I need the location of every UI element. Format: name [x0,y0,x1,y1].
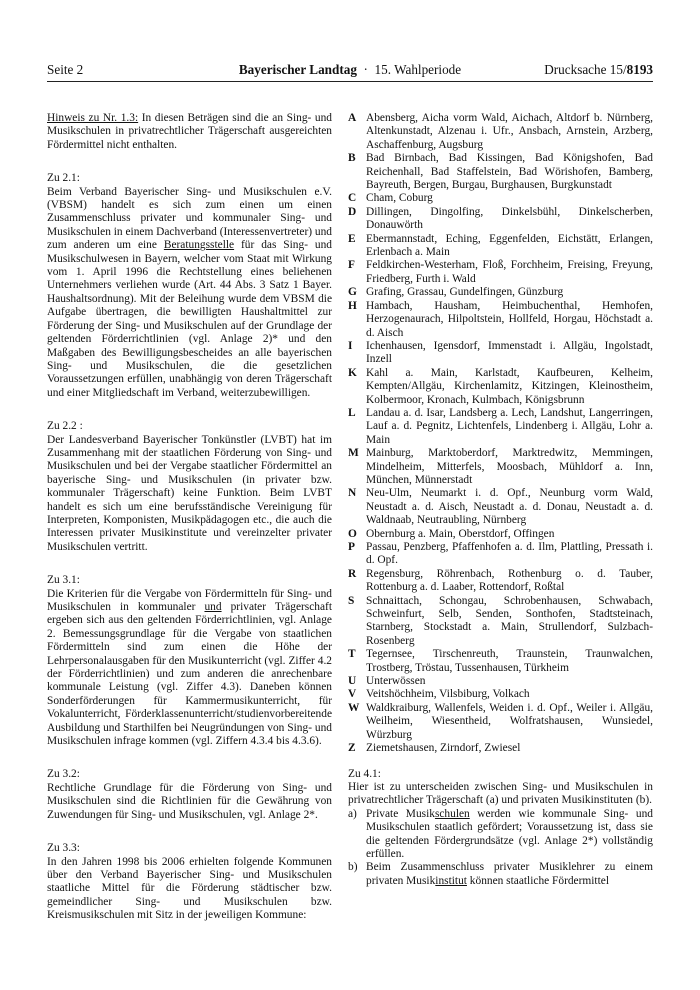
municipality-row [348,152,653,192]
municipality-row [348,568,653,595]
municipality-names: Schnaittach, Schongau, Schrobenhausen, Schwabach, Schweinfurt, Selb, Senden, Sonthofen, Stadtsteinach, Starnberg, Stockstadt a. Main, Strullendorf, Sulzbach-Rosenberg [366,594,653,647]
municipality-row [348,447,653,487]
page-header [47,62,653,80]
municipality-list [348,112,653,756]
municipality-row [348,541,653,568]
section-heading: Zu 3.3: [47,842,80,855]
index-letter: B [348,152,356,165]
institution-name: Bayerischer Landtag [238,62,357,77]
municipality-row [348,407,653,447]
list-marker: b) [348,861,358,874]
municipality-row [348,648,653,675]
section-text: für das Sing- und Musikschulwesen in Bayern, welcher vom Staat mit Wirkung vom 1. April 1996 die Rechtstellung eines beliehenen Unternehmers verliehen wurde (Art. 44 Abs. 3 Satz 1 Bayer. Haushaltsordnung). Mit der Beleihung wurde dem VBSM die Aufgabe übertragen, die bewilligten Haushaltmittel zur Förderung der Sing- und Musikschulen auf der Grundlage der geltenden Förderrichtlinien (vgl. Anlage 2)* und den Maßgaben des Bewilligungsbescheides an alle bayerischen Sing- und Musikschulen, die die gesetzlichen Voraussetzungen erfüllen, unabhängig von deren Trägerschaft und einer Mitgliedschaft im Verband, weiterzubewilligen. [47,239,332,399]
municipality-names: Landau a. d. Isar, Landsberg a. Lech, Landshut, Langerringen, Lauf a. d. Pegnitz, Lichtenfels, Lindenberg i. Allgäu, Lohr a. Main [366,406,653,446]
header-rule [47,81,653,82]
municipality-row [348,702,653,742]
municipality-names: Kahl a. Main, Karlstadt, Kaufbeuren, Kelheim, Kempten/Allgäu, Kirchenlamitz, Kitzingen, Kleinostheim, Kolbermoor, Kronach, Kulmbach, Königsbrunn [366,366,653,406]
section-heading: Zu 2.2 : [47,420,83,433]
municipality-row [348,192,653,205]
index-letter: L [348,406,356,419]
section-2-2 [47,420,332,554]
municipality-row [348,233,653,260]
index-letter: N [348,487,357,500]
municipality-names: Grafing, Grassau, Gundelfingen, Günzburg [366,286,564,299]
section-heading: Zu 4.1: [348,767,381,780]
page-number: Seite 2 [47,62,84,77]
section-2-1 [47,172,332,400]
list-text [366,808,653,862]
municipality-names: Bad Birnbach, Bad Kissingen, Bad Königshofen, Bad Reichenhall, Bad Staffelstein, Bad Wörishofen, Bamberg, Bayreuth, Bergen, Burgau, Burghausen, Burgkunstadt [366,152,653,192]
section-4-1 [348,768,653,889]
municipality-row [348,286,653,299]
list-text-part: können staatliche Fördermittel [466,874,609,887]
list-text-part: Beim Zusammenschluss privater Musiklehrer zu einem privaten Musik [366,861,653,887]
section-text: privater Trägerschaft ergeben sich aus den geltenden Förderrichtlinien, vgl. Anlage 2. Bemessungsgrundlage für die Vergabe von staatlichen Fördermitteln sind zum einen die Höhe der Lehrpersonalausgaben für den Musikunterricht (vgl. Ziffer 4.2 der Förderrichtlinien) und zum anderen die anrechenbare kommunale Leistung (vgl. Ziffer 4.3). Daneben können Sonderförderungen für Kammermusikunterricht, für Vokalunterricht, Förderklassenunterricht/studienvorbereitende Ausbildung und Starthilfen bei Neugründungen von Sing- und Musikschulen infrage kommen (vgl. Ziffern 4.3.4 bis 4.3.6). [47,601,332,748]
municipality-names: Neu-Ulm, Neumarkt i. d. Opf., Neunburg vorm Wald, Neustadt a. d. Aisch, Neustadt a. d. Donau, Neustadt a. d. Waldnaab, Neutraubling, Nürnberg [366,487,653,527]
municipality-names: Cham, Coburg [366,192,433,205]
underlined-term: institut [435,874,467,887]
municipality-row [348,259,653,286]
list-text-part: werden wie kommunale Sing- und Musikschulen staatlich gefördert; Voraussetzung ist, dass sie die geltenden Fördergrundsätze (vgl. Anlage 2*) vollständig erfüllen. [366,807,653,860]
underlined-term: schulen [434,807,470,820]
municipality-names: Passau, Penzberg, Pfaffenhofen a. d. Ilm, Plattling, Pressath i. d. Opf. [366,541,653,567]
list-item [348,808,653,862]
underlined-term: Beratungsstelle [163,239,235,252]
section-text: Die Kriterien für die Vergabe von Fördermitteln für Sing- und Musikschulen in kommunaler [47,587,332,613]
section-heading: Zu 3.1: [47,574,80,587]
municipality-names: Veitshöchheim, Vilsbiburg, Volkach [366,688,530,701]
municipality-row [348,487,653,527]
section-text: Hier ist zu unterscheiden zwischen Sing- und Musikschulen in privatrechtlicher Trägerschaft (a) und privaten Musikinstituten (b). [348,780,653,807]
index-letter: O [348,527,357,540]
index-letter: S [348,594,355,607]
municipality-names: Waldkraiburg, Wallenfels, Weiden i. d. Opf., Weiler i. Allgäu, Weilheim, Wiesentheid, Wolfratshausen, Wunsiedel, Würzburg [366,701,653,741]
index-letter: I [348,339,353,352]
municipality-names: Tegernsee, Tirschenreuth, Traunstein, Traunwalchen, Trostberg, Tröstau, Tussenhausen, Türkheim [366,648,653,674]
underlined-term: und [204,601,222,613]
index-letter: R [348,567,357,580]
index-letter: U [348,675,357,688]
list-item [348,861,653,888]
index-letter: P [348,541,355,553]
left-column [47,112,332,943]
index-letter: M [348,447,359,460]
list-text-part: Private Musik [366,807,435,820]
index-letter: A [348,112,357,124]
list-text [366,861,653,888]
municipality-names: Abensberg, Aicha vorm Wald, Aichach, Altdorf b. Nürnberg, Altenkunstadt, Alzenau i. Ufr., Ansbach, Arnstein, Arzberg, Aschaffenburg, Augsburg [366,112,653,151]
municipality-names: Dillingen, Dingolfing, Dinkelsbühl, Dinkelscherben, Donauwörth [366,205,653,232]
index-letter: F [348,259,355,272]
municipality-names: Regensburg, Röhrenbach, Rothenburg o. d. Tauber, Rottenburg a. d. Laaber, Rottendorf, Roßtal [366,567,653,594]
right-column [348,112,653,888]
section-text: Rechtliche Grundlage für die Förderung von Sing- und Musikschulen sind die Richtlinien für die Gewährung von Zuwendungen für Sing- und Musikschulen, vgl. Anlage 2*. [47,781,332,821]
municipality-row [348,206,653,233]
municipality-names: Ebermannstadt, Eching, Eggenfelden, Eichstätt, Erlangen, Erlenbach a. Main [366,232,653,259]
municipality-row [348,675,653,688]
municipality-row [348,300,653,340]
section-3-3 [47,842,332,922]
section-heading: Zu 3.2: [47,768,80,781]
index-letter: G [348,286,357,299]
index-letter: T [348,648,356,661]
legislative-period: 15. Wahlperiode [374,62,462,77]
section-text: Der Landesverband Bayerischer Tonkünstler (LVBT) hat im Zusammenhang mit der staatlichen Förderung von Sing- und Musikschulen und bei der Vergabe staatlicher Fördermittel an bayerische Sing- und Musikschulen (in privater bzw. kommunaler Trägerschaft) keine Funktion. Beim LVBT handelt es sich um eine berufsständische Vereinigung für Interpreten, Komponisten, Musikpädagogen etc., die auch die Interessen privater Musikinstitute und vereinzelter privater Musikschulen vertritt. [47,433,332,553]
municipality-row [348,688,653,701]
section-heading: Zu 2.1: [47,172,80,185]
municipality-row [348,528,653,541]
municipality-row [348,595,653,649]
municipality-names: Obernburg a. Main, Oberstdorf, Offingen [366,527,555,540]
index-letter: E [348,232,356,245]
municipality-names: Unterwössen [366,675,426,688]
section-text: In den Jahren 1998 bis 2006 erhielten folgende Kommunen über den Verband Bayerischer Sing- und Musikschulen staatliche Mittel für die Förderung städtischer bzw. gemeindlicher Sing- und Musikschulen bzw. Kreismusikschulen mit Sitz in der jeweiligen Kommune: [47,855,332,922]
municipality-names: Ziemetshausen, Zirndorf, Zwiesel [366,742,521,755]
index-letter: C [348,192,357,205]
document-reference [544,62,653,78]
document-number: 8193 [626,62,653,77]
index-letter: K [348,366,357,379]
document-prefix: Drucksache 15/ [544,62,627,77]
index-letter: D [348,205,357,218]
note-label: Hinweis zu Nr. 1.3: [47,112,139,124]
municipality-names: Feldkirchen-Westerham, Floß, Forchheim, Freising, Freyung, Friedberg, Furth i. Wald [366,259,653,285]
index-letter: Z [348,742,356,755]
municipality-row [348,742,653,755]
municipality-row [348,367,653,407]
municipality-row [348,340,653,367]
index-letter: V [348,688,357,701]
municipality-names: Hambach, Hausham, Heimbuchenthal, Hemhofen, Herzogenaurach, Hilpoltstein, Hollfeld, Horgau, Höchstadt a. d. Aisch [366,299,653,339]
note-text: In diesen Beträgen sind die an Sing- und Musikschulen in privatrechtlicher Trägerschaft ausgereichten Fördermittel nicht enthalten. [47,112,332,151]
municipality-names: Ichenhausen, Igensdorf, Immenstadt i. Allgäu, Ingolstadt, Inzell [366,339,653,366]
section-3-2 [47,768,332,822]
section-text: Beim Verband Bayerischer Sing- und Musikschulen e.V. (VBSM) handelt es sich zum einen um einen Zusammenschluss privater und kommunaler Sing- und Musikschulen in einem Dachverband (Interessenvertreter) und zum anderen um eine [47,185,332,252]
header-separator: · [363,62,368,77]
index-letter: H [348,299,357,312]
section-3-1 [47,574,332,748]
municipality-names: Mainburg, Marktoberdorf, Marktredwitz, Memmingen, Mindelheim, Mitterfels, Moosbach, Mühldorf a. Inn, München, Münnerstadt [366,447,653,486]
index-letter: W [348,701,360,714]
note-paragraph [47,112,332,152]
list-marker: a) [348,807,357,820]
municipality-row [348,112,653,152]
